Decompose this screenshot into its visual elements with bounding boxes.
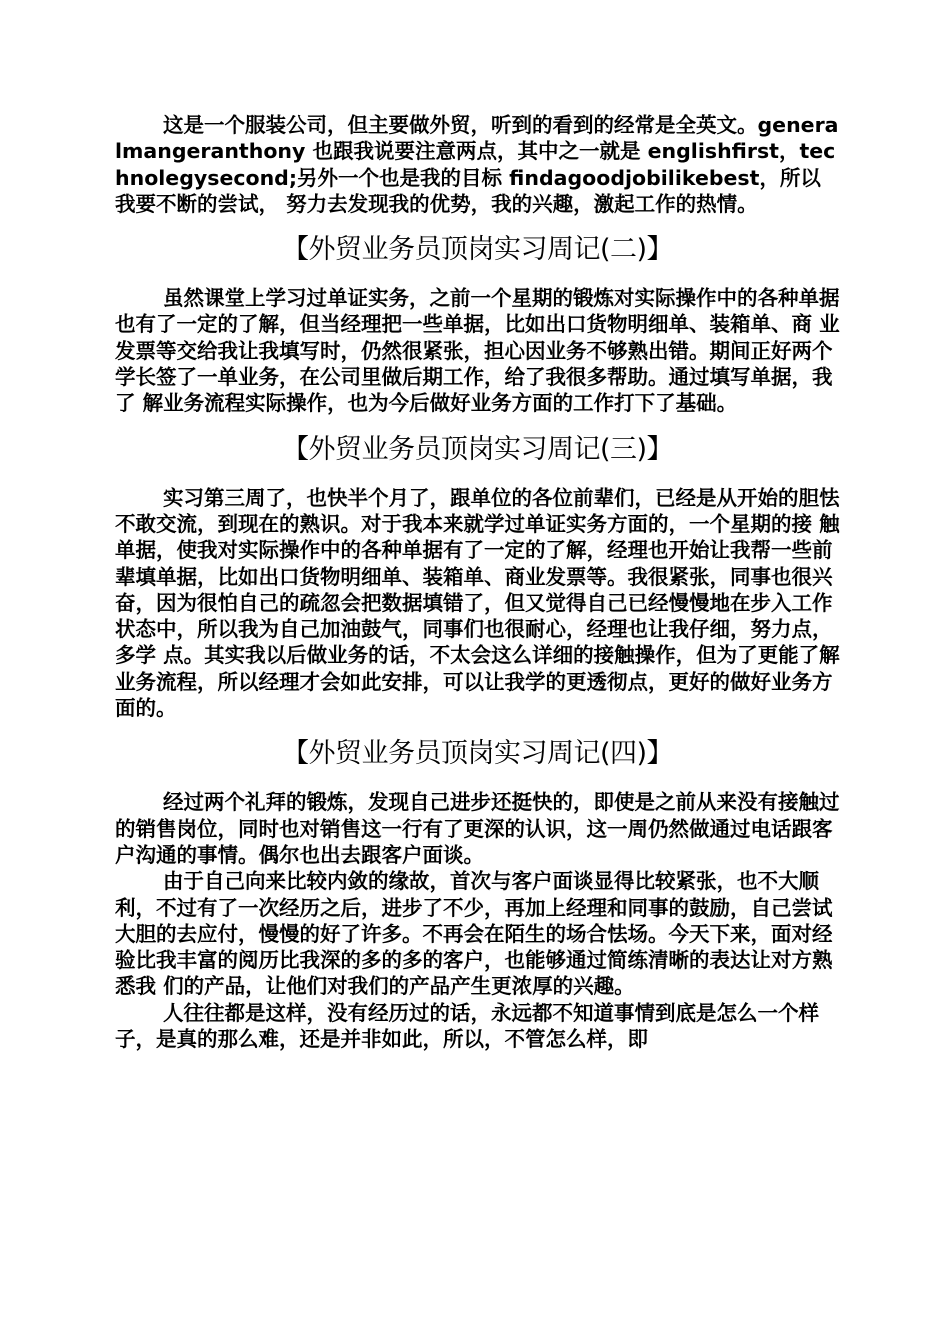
paragraph: 由于自己向来比较内敛的缘故，首次与客户面谈显得比较紧张，也不大顺利，不过有了一次经历之后，进步了不少，再加上经理和同事的鼓励，自己尝试 大胆的去应付，慢慢的好了许多。不再会在陌生的场合怯场。今天下来，面对经验比我丰富的阅历比我深的多的多的客户，也能够通过简练清晰的表达让对方熟悉我 们的产品，让他们对我们的产品产生更浓厚的兴趣。 [115, 869, 833, 999]
document-page [115, 112, 840, 1052]
section-heading-week-2: 【外贸业务员顶岗实习周记(二)】 [281, 234, 674, 266]
paragraph: 人往往都是这样，没有经历过的话，永远都不知道事情到底是怎么一个样子，是真的那么难，还是并非如此，所以，不管怎么样，即 [115, 1000, 819, 1052]
section-heading-week-4: 【外贸业务员顶岗实习周记(四)】 [281, 738, 674, 770]
paragraph: 实习第三周了，也快半个月了，跟单位的各位前辈们，已经是从开始的胆怯不敢交流，到现在的熟识。对于我本来就学过单证实务方面的，一个星期的接 触单据，使我对实际操作中的各种单据有了一定的了解，经理也开始让我帮一些前辈填单据，比如出口货物明细单、装箱单、商业发票等。我很紧张，同事也很兴 奋，因为很怕自己的疏忽会把数据填错了，但又觉得自己已经慢慢地在步入工作状态中，所以我为自己加油鼓气，同事们也很耐心，经理也让我仔细，努力点，多学 点。其实我以后做业务的话，不太会这么详细的接触操作，但为了更能了解业务流程，所以经理才会如此安排，可以让我学的更透彻点，更好的做好业务方面的。 [115, 485, 840, 721]
paragraph: 这是一个服装公司，但主要做外贸，听到的看到的经常是全英文。generalmangeranthony 也跟我说要注意两点，其中之一就是 englishfirst，technolegysecond;另外一个也是我的目标 findagoodjobilikebest，所以我要不断的尝试， 努力去发现我的优势，我的兴趣，激起工作的热情。 [115, 113, 839, 216]
paragraph: 虽然课堂上学习过单证实务，之前一个星期的锻炼对实际操作中的各种单据也有了一定的了解，但当经理把一些单据，比如出口货物明细单、装箱单、商 业发票等交给我让我填写时，仍然很紧张，担心因业务不够熟出错。期间正好两个学长签了一单业务，在公司里做后期工作，给了我很多帮助。通过填写单据，我了 解业务流程实际操作，也为今后做好业务方面的工作打下了基础。 [115, 286, 840, 416]
section-heading-week-3: 【外贸业务员顶岗实习周记(三)】 [281, 433, 674, 465]
paragraph: 经过两个礼拜的锻炼，发现自己进步还挺快的，即使是之前从来没有接触过的销售岗位，同时也对销售这一行有了更深的认识，这一周仍然做通过电话跟客户沟通的事情。偶尔也出去跟客户面谈。 [115, 790, 840, 867]
